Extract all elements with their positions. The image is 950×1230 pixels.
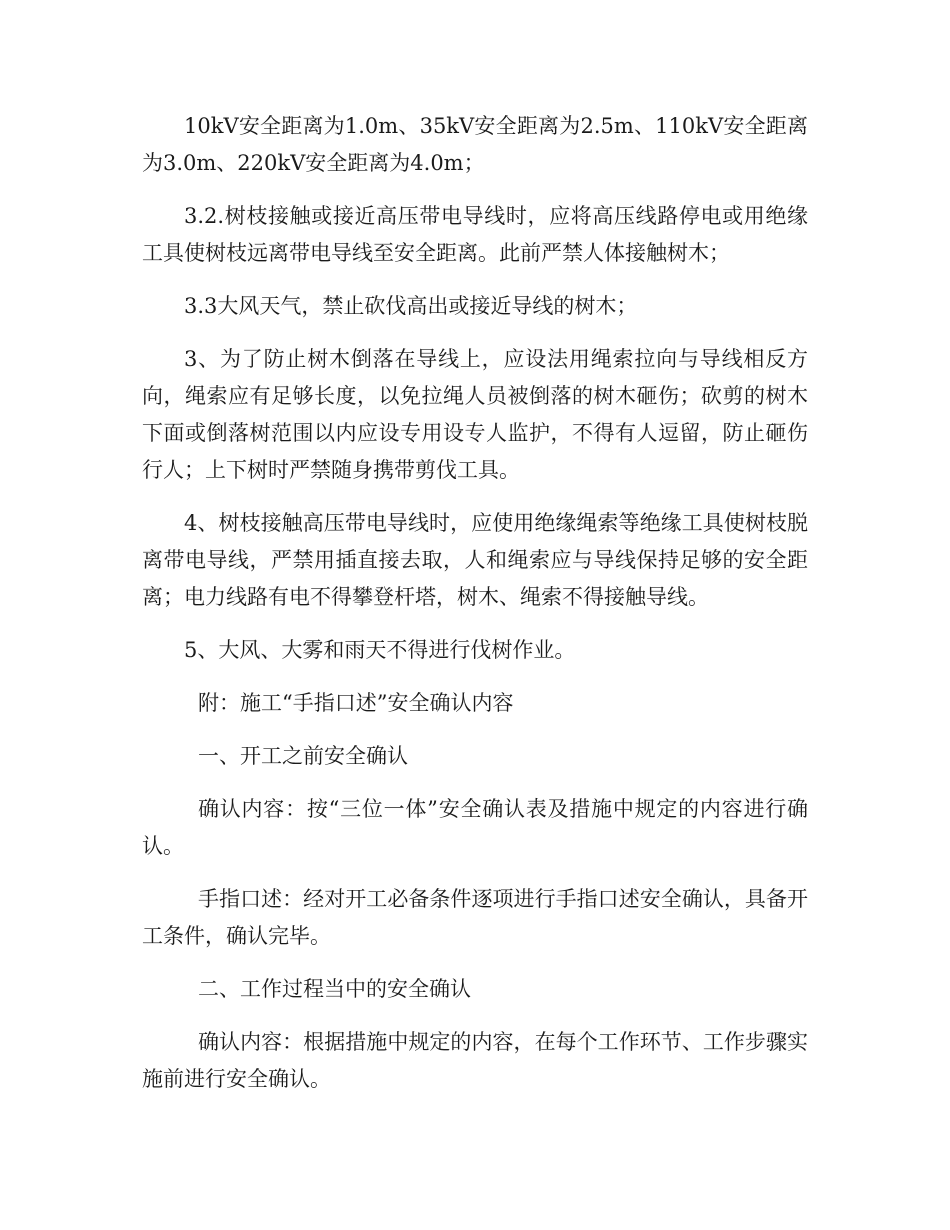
paragraph-section-1-statement: 手指口述：经对开工必备条件逐项进行手指口述安全确认，具备开工条件，确认完毕。 — [142, 887, 808, 948]
paragraph-appendix-title: 附：施工“手指口述”安全确认内容 — [198, 691, 514, 715]
paragraph-section-1-content: 确认内容：按“三位一体”安全确认表及措施中规定的内容进行确认。 — [142, 797, 808, 858]
paragraph-3-3: 3.3大风天气，禁止砍伐高出或接近导线的树木； — [184, 294, 638, 318]
paragraph-safety-distances: 10kV安全距离为1.0m、35kV安全距离为2.5m、110kV安全距离为3.0m、220kV安全距离为4.0m； — [142, 114, 808, 175]
paragraph-section-1-heading: 一、开工之前安全确认 — [198, 744, 408, 768]
paragraph-item-3: 3、为了防止树木倒落在导线上，应设法用绳索拉向与导线相反方向，绳索应有足够长度，以免拉绳人员被倒落的树木砸伤；砍剪的树木下面或倒落树范围以内应设专用设专人监护，不得有人逗留，防止砸伤行人；上下树时严禁随身携带剪伐工具。 — [142, 347, 808, 482]
paragraph-3-2: 3.2.树枝接触或接近高压带电导线时，应将高压线路停电或用绝缘工具使树枝远离带电导线至安全距离。此前严禁人体接触树木； — [142, 204, 808, 265]
paragraph-section-2-content: 确认内容：根据措施中规定的内容，在每个工作环节、工作步骤实施前进行安全确认。 — [142, 1030, 808, 1091]
paragraph-item-5: 5、大风、大雾和雨天不得进行伐树作业。 — [184, 638, 576, 662]
paragraph-item-4: 4、树枝接触高压带电导线时，应使用绝缘绳索等绝缘工具使树枝脱离带电导线，严禁用插直接去取，人和绳索应与导线保持足够的安全距离；电力线路有电不得攀登杆塔，树木、绳索不得接触导线。 — [142, 511, 808, 609]
document-body — [142, 108, 808, 1114]
paragraph-section-2-heading: 二、工作过程当中的安全确认 — [198, 977, 471, 1001]
